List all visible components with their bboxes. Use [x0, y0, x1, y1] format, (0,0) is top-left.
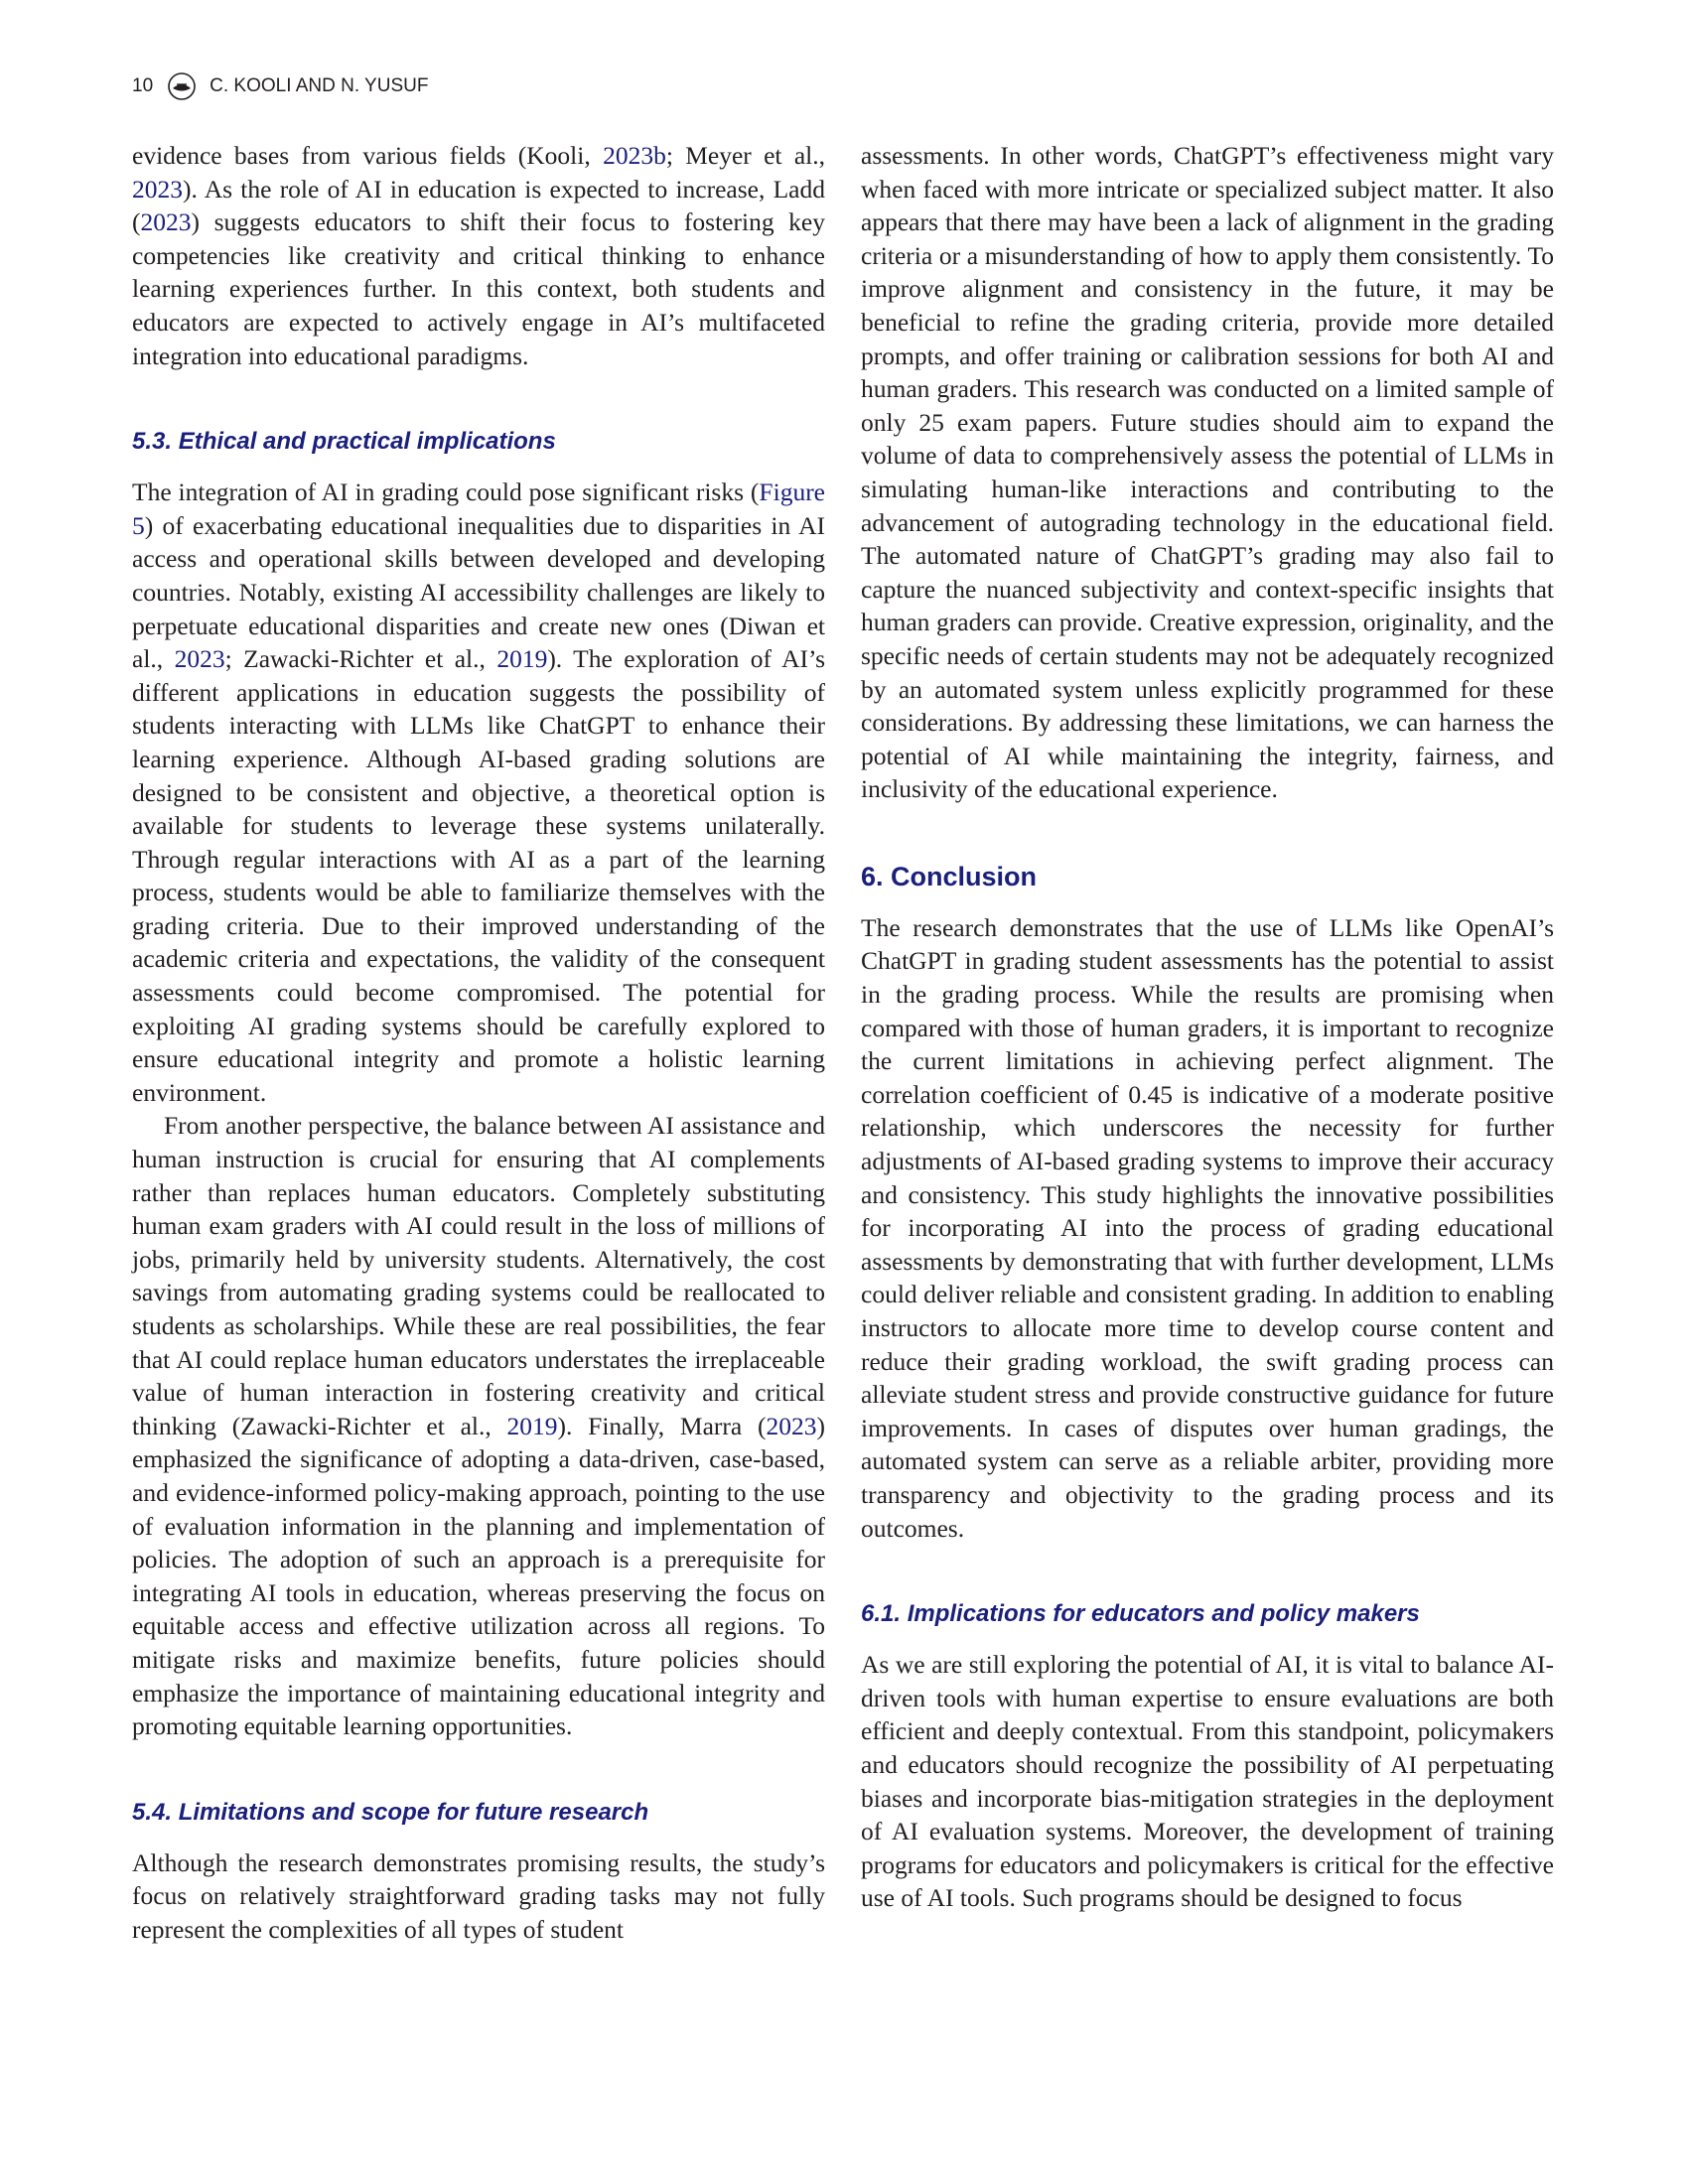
citation-link[interactable]: 2023 — [174, 644, 225, 674]
section-heading-6: 6. Conclusion — [861, 861, 1038, 891]
citation-link[interactable]: 2023b — [603, 141, 666, 170]
paragraph: assessments. In other words, ChatGPT’s effectiveness might vary when faced with more intricate or specialized subject matter. It also appears that there may have been a lack of alignment in the grading criteria or a misunderstanding of how to apply them consistently. To improve alignment and consistency in the future, it may be beneficial to refine the grading criteria, provide more detailed prompts, and offer training or calibration sessions for both AI and human graders. This research was conducted on a limited sample of only 25 exam papers. Future studies should aim to expand the volume of data to comprehensively assess the potential of LLMs in simulating human-like interactions and contributing to the advancement of autograding technology in the educational field. The automated nature of ChatGPT’s grading may also fail to capture the nuanced subjectivity and context-specific insights that human graders can provide. Creative expression, originality, and the specific needs of certain students may not be adequately recognized by an automated system unless explicitly programmed for these considerations. By addressing these limitations, we can harness the potential of AI while maintaining the integrity, fairness, and inclusivity of the educational experience. — [861, 141, 1554, 804]
right-column — [861, 139, 1554, 1915]
page-number: 10 — [132, 75, 154, 96]
citation-link[interactable]: 2019 — [496, 644, 548, 674]
paragraph: The research demonstrates that the use of LLMs like OpenAI’s ChatGPT in grading student assessments has the potential to assist in the grading process. While the results are promising when compared with those of human graders, it is important to recognize the current limitations in achieving perfect alignment. The correlation coefficient of 0.45 is indicative of a moderate positive relationship, which underscores the necessity for further adjustments of AI-based grading systems to improve their accuracy and consistency. This study highlights the innovative possibilities for incorporating AI into the process of grading educational assessments by demonstrating that with further development, LLMs could deliver reliable and consistent grading. In addition to enabling instructors to allocate more time to develop course content and reduce their grading workload, the swift grading process can alleviate student stress and provide constructive guidance for future improvements. In cases of disputes over human gradings, the automated system can serve as a reliable arbiter, providing more transparency and objectivity to the grading process and its outcomes. — [861, 912, 1554, 1543]
paragraph: As we are still exploring the potential of AI, it is vital to balance AI-driven tools with human expertise to ensure evaluations are both efficient and deeply contextual. From this standpoint, policymakers and educators should recognize the possibility of AI perpetuating biases and incorporate bias-mitigation strategies in the deployment of AI evaluation systems. Moreover, the development of training programs for educators and policymakers is critical for the effective use of AI tools. Such programs should be designed to focus — [861, 1650, 1554, 1913]
citation-link[interactable]: 2019 — [506, 1411, 558, 1440]
paragraph: Although the research demonstrates promising results, the study’s focus on relatively straightforward grading tasks may not fully represent the complexities of all types of student — [132, 1847, 825, 1944]
paragraph: evidence bases from various fields (Kooli, 2023b; Meyer et al., 2023). As the role of AI in education is expected to increase, Ladd (2023) suggests educators to shift their focus to fostering key competencies like creativity and critical thinking to enhance learning experiences further. In this context, both students and educators are expected to actively engage in AI’s multifaceted integration into educational paradigms. — [132, 141, 825, 370]
running-head-authors: C. KOOLI AND N. YUSUF — [210, 75, 429, 96]
citation-link[interactable]: 2023 — [140, 207, 192, 237]
publisher-logo-icon — [167, 71, 197, 101]
citation-link[interactable]: 2023 — [766, 1411, 817, 1440]
section-heading-5-3: 5.3. Ethical and practical implications — [132, 428, 556, 456]
section-heading-5-4: 5.4. Limitations and scope for future research — [132, 1798, 649, 1826]
running-head — [132, 71, 428, 101]
paragraph: The integration of AI in grading could pose significant risks (Figure 5) of exacerbating educational inequalities due to disparities in AI access and operational skills between developed and developing countries. Notably, existing AI accessibility challenges are likely to perpetuate educational disparities and create new ones (Diwan et al., 2023; Zawacki-Richter et al., 2019). The exploration of AI’s different applications in education suggests the possibility of students interacting with LLMs like ChatGPT to enhance their learning experience. Although AI-based grading solutions are designed to be consistent and objective, a theoretical option is available for students to leverage these systems unilaterally. Through regular interactions with AI as a part of the learning process, students would be able to familiarize themselves with the grading criteria. Due to their improved understanding of the academic criteria and expectations, the validity of the consequent assessments could become compromised. The potential for exploiting AI grading systems should be carefully explored to ensure educational integrity and promote a holistic learning environment. — [132, 478, 825, 1107]
left-column — [132, 139, 825, 1947]
citation-link[interactable]: 2023 — [132, 174, 183, 204]
section-heading-6-1: 6.1. Implications for educators and policy makers — [861, 1600, 1420, 1628]
paragraph: From another perspective, the balance between AI assistance and human instruction is crucial for ensuring that AI complements rather than replaces human educators. Completely substituting human exam graders with AI could result in the loss of millions of jobs, primarily held by university students. Alternatively, the cost savings from automating grading systems could be reallocated to students as scholarships. While these are real possibilities, the fear that AI could replace human educators understates the irreplaceable value of human interaction in fostering creativity and critical thinking (Zawacki-Richter et al., 2019). Finally, Marra (2023) emphasized the significance of adopting a data-driven, case-based, and evidence-informed policy-making approach, pointing to the use of evaluation information in the planning and implementation of policies. The adoption of such an approach is a prerequisite for integrating AI tools in education, whereas preserving the focus on equitable access and effective utilization across all regions. To mitigate risks and maximize benefits, future policies should emphasize the importance of maintaining educational integrity and promoting equitable learning opportunities. — [132, 1111, 825, 1741]
citation-link[interactable]: Figure 5 — [132, 478, 825, 540]
